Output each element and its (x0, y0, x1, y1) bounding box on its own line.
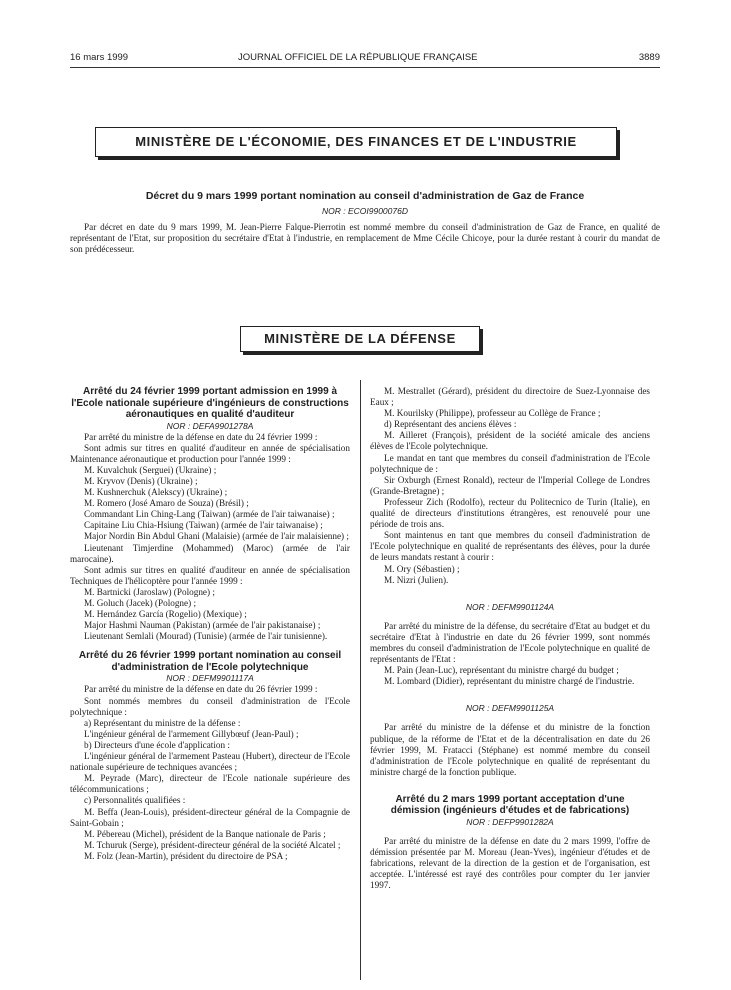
paragraph: M. Beffa (Jean-Louis), président-directeur général de la Compagnie de Saint-Gobain ; (70, 806, 350, 828)
nor-reference: NOR : DEFA9901278A (166, 420, 254, 431)
paragraph: M. Ailleret (François), président de la société amicale des anciens élèves de l'Ecole polytechnique. (370, 430, 650, 452)
paragraph: M. Kryvov (Denis) (Ukraine) ; (84, 475, 198, 486)
left-column (70, 386, 350, 862)
paragraph: M. Pébereau (Michel), président de la Banque nationale de Paris ; (84, 828, 326, 839)
journal-title: JOURNAL OFFICIEL DE LA RÉPUBLIQUE FRANÇAISE (238, 52, 478, 63)
paragraph: c) Personnalités qualifiées : (84, 795, 186, 806)
paragraph: M. Kuvalchuk (Serguei) (Ukraine) ; (84, 464, 217, 475)
paragraph: Sont admis sur titres en qualité d'auditeur en année de spécialisation Techniques de l'hélicoptère pour l'année 1999 : (70, 564, 350, 586)
paragraph: M. Goluch (Jacek) (Pologne) ; (84, 598, 197, 608)
arrete-title: Arrêté du 26 février 1999 portant nomination au conseil d'administration de l'Ecole polytechnique (78, 650, 342, 673)
paragraph: Par arrêté du ministre de la défense en date du 26 février 1999 : (84, 684, 318, 695)
paragraph: Par arrêté du ministre de la défense, du secrétaire d'Etat au budget et du secrétaire d'Etat à l'industrie en date du 26 février 1999, sont nommés membres du conseil d'administration de l'Ecole polytechnique en qualité de représentants de l'Etat : (370, 620, 650, 665)
paragraph: Commandant Lin Ching-Lang (Taiwan) (armée de l'air taiwanaise) ; (84, 509, 335, 520)
decree-nor: NOR : ECOI9900076D (322, 206, 408, 216)
paragraph: Par arrêté du ministre de la défense en date du 2 mars 1999, l'offre de démission présentée par M. Moreau (Jean-Yves), ingénieur d'études et de fabrications, relevant de la direction de la gestion et de l'organisation, est acceptée. L'intéressé est rayé des contrôles pour compter du 1er janvier 1997. (370, 836, 650, 891)
spacer (370, 778, 650, 786)
paragraph: d) Représentant des anciens élèves : (384, 419, 517, 430)
issue-date: 16 mars 1999 (70, 52, 129, 63)
paragraph: Sont maintenus en tant que membres du conseil d'administration de l'Ecole polytechnique en qualité de représentants des élèves, pour la durée de leurs mandats restant à courir : (370, 530, 650, 563)
nor-reference: NOR : DEFM9901117A (166, 673, 254, 684)
decree-body-block (70, 222, 660, 255)
paragraph: M. Peyrade (Marc), directeur de l'Ecole nationale supérieure des télécommunications ; (70, 773, 350, 795)
paragraph: M. Pain (Jean-Luc), représentant du ministre chargé du budget ; (384, 665, 619, 676)
paragraph: Par arrêté du ministre de la défense et du ministre de la fonction publique, de la réforme de l'Etat et de la décentralisation en date du 26 février 1999, M. Fratacci (Stéphane) est nommé membre du conseil d'administration de l'Ecole polytechnique en qualité de représentant du ministre chargé de la fonction publique. (370, 722, 650, 777)
paragraph: Le mandat en tant que membres du conseil d'administration de l'Ecole polytechnique de : (370, 452, 650, 474)
paragraph: M. Lombard (Didier), représentant du ministre chargé de l'industrie. (384, 676, 635, 687)
ministry-economy-heading: MINISTÈRE DE L'ÉCONOMIE, DES FINANCES ET DE L'INDUSTRIE (95, 127, 617, 157)
spacer (370, 714, 650, 722)
spacer (370, 613, 650, 621)
paragraph: Lieutenant Semlali (Mourad) (Tunisie) (armée de l'air tunisienne). (84, 631, 328, 642)
paragraph: a) Représentant du ministre de la défense : (84, 717, 241, 728)
nor-reference: NOR : DEFP9901282A (466, 816, 554, 827)
paragraph: M. Folz (Jean-Martin), président du directoire de PSA ; (84, 850, 288, 861)
nor-reference: NOR : DEFM9901125A (465, 703, 555, 714)
paragraph: Major Hashmi Nauman (Pakistan) (armée de l'air pakistanaise) ; (84, 620, 321, 631)
spacer (370, 786, 650, 794)
paragraph: b) Directeurs d'une école d'application : (84, 739, 230, 750)
right-column (370, 386, 650, 891)
paragraph: M. Kushnerchuk (Alekscy) (Ukraine) ; (84, 487, 228, 498)
spacer (370, 687, 650, 695)
paragraph: Par arrêté du ministre de la défense en date du 24 février 1999 : (84, 431, 318, 442)
paragraph: M. Tchuruk (Serge), président-directeur général de la société Alcatel ; (84, 839, 341, 850)
decree-body: Par décret en date du 9 mars 1999, M. Jean-Pierre Falque-Pierrotin est nommé membre du conseil d'administration de Gaz de France, en qualité de représentant de l'Etat, sur proposition du secrétaire d'Etat à l'industrie, en remplacement de Mme Cécile Chicoye, pour la durée restant à courir du mandat de son prédécesseur. (70, 222, 660, 255)
paragraph: M. Romero (José Amaro de Souza) (Brésil) ; (84, 498, 249, 509)
paragraph: Sir Oxburgh (Ernest Ronald), recteur de l'Imperial College de Londres (Grande-Bretagne) ; (370, 474, 650, 496)
paragraph: Lieutenant Timjerdine (Mohammed) (Maroc) (armée de l'air marocaine). (70, 542, 350, 564)
paragraph: Sont nommés membres du conseil d'administration de l'Ecole polytechnique : (70, 695, 350, 717)
paragraph: L'ingénieur général de l'armement Pasteau (Hubert), directeur de l'Ecole nationale supérieure de techniques avancées ; (70, 751, 350, 773)
arrete-title: Arrêté du 24 février 1999 portant admission en 1999 à l'Ecole nationale supérieure d'ingénieurs de constructions aéronautiques en qualité d'auditeur (71, 386, 349, 420)
spacer (370, 695, 650, 703)
paragraph: Sont admis sur titres en qualité d'auditeur en année de spécialisation Maintenance aéronautique et production pour l'année 1999 : (70, 442, 350, 464)
page-number: 3889 (638, 52, 660, 63)
header-rule (70, 67, 660, 68)
paragraph: Major Nordin Bin Abdul Ghani (Malaisie) (armée de l'air malaisienne) ; (84, 531, 349, 542)
ministry-defense-heading: MINISTÈRE DE LA DÉFENSE (240, 326, 480, 352)
spacer (370, 586, 650, 594)
spacer (370, 828, 650, 836)
paragraph: M. Ory (Sébastien) ; (384, 563, 460, 574)
paragraph: L'ingénieur général de l'armement Gillybœuf (Jean-Paul) ; (84, 728, 299, 739)
spacer (370, 594, 650, 602)
paragraph: Capitaine Liu Chia-Hsiung (Taiwan) (armée de l'air taiwanaise) ; (84, 520, 323, 531)
arrete-title: Arrêté du 2 mars 1999 portant acceptation d'une démission (ingénieurs d'études et de fabrications) (390, 793, 630, 817)
paragraph: Professeur Zich (Rodolfo), recteur du Politecnico de Turin (Italie), en qualité de directeurs d'institutions étrangères, est renouvelé pour une période de trois ans. (370, 496, 650, 530)
paragraph: M. Bartnicki (Jaroslaw) (Pologne) ; (84, 586, 215, 597)
paragraph: M. Hernández García (Rogelio) (Mexique) ; (84, 609, 247, 620)
paragraph: M. Kourilsky (Philippe), professeur au Collège de France ; (384, 408, 601, 419)
column-divider (360, 380, 361, 980)
paragraph: M. Mestrallet (Gérard), président du directoire de Suez-Lyonnaise des Eaux ; (370, 386, 650, 408)
spacer (70, 642, 350, 650)
nor-reference: NOR : DEFM9901124A (465, 601, 555, 612)
decree-title: Décret du 9 mars 1999 portant nomination au conseil d'administration de Gaz de France (145, 190, 585, 202)
paragraph: M. Nizri (Julien). (384, 574, 449, 585)
